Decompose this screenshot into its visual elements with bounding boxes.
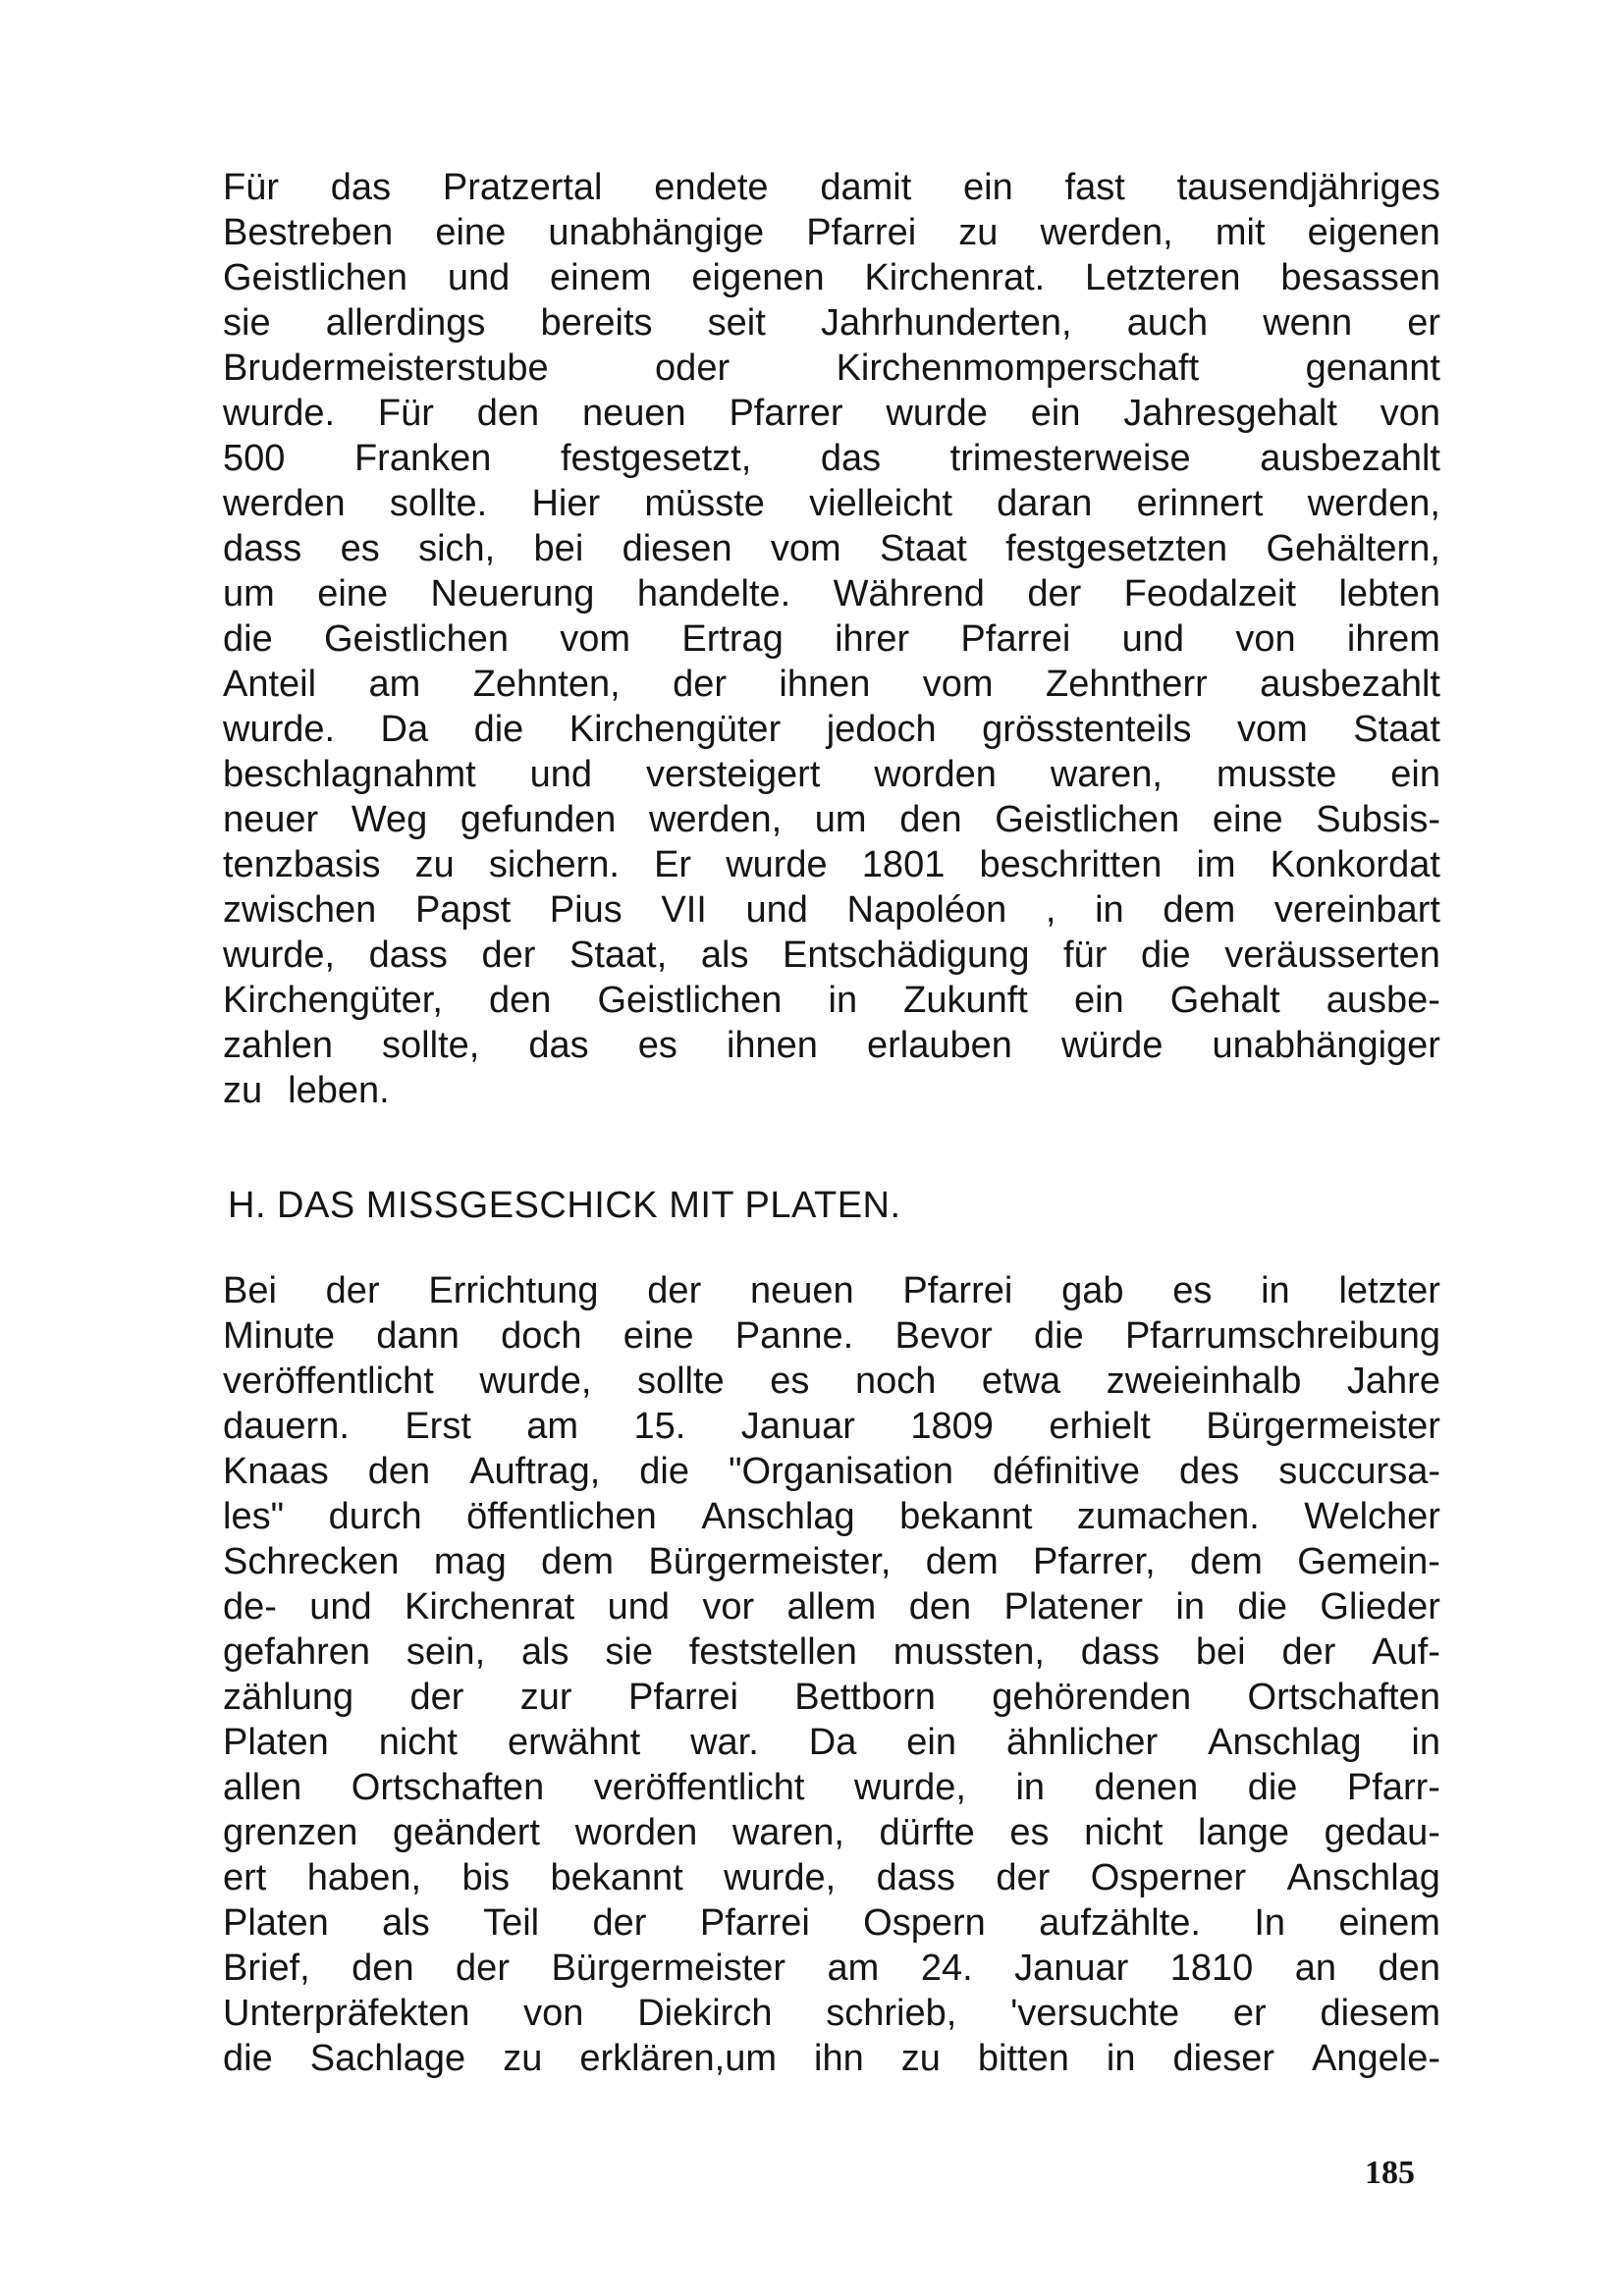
text-line: ert haben, bis bekannt wurde, dass der Osperner Anschlag: [223, 1857, 1440, 1898]
text-line: sie allerdings bereits seit Jahrhunderten, auch wenn er: [223, 302, 1440, 344]
text-line: zahlen sollte, das es ihnen erlauben würde unabhängiger: [223, 1025, 1440, 1066]
text-line: gefahren sein, als sie feststellen mussten, dass bei der Auf-: [223, 1631, 1440, 1673]
text-line: Brudermeisterstube oder Kirchenmomperschaft genannt: [223, 347, 1440, 389]
text-line: die Geistlichen vom Ertrag ihrer Pfarrei und von ihrem: [223, 618, 1440, 660]
text-line: wurde. Da die Kirchengüter jedoch grösstenteils vom Staat: [223, 709, 1440, 750]
text-line: de- und Kirchenrat und vor allem den Platener in die Glieder: [223, 1586, 1440, 1628]
text-line: grenzen geändert worden waren, dürfte es nicht lange gedau-: [223, 1812, 1440, 1853]
text-line: zu leben.: [223, 1070, 390, 1111]
text-line: Bestreben eine unabhängige Pfarrei zu werden, mit eigenen: [223, 212, 1440, 253]
text-line: Unterpräfekten von Diekirch schrieb, 'versuchte er diesem: [223, 1993, 1440, 2034]
text-line: tenzbasis zu sichern. Er wurde 1801 beschritten im Konkordat: [223, 844, 1440, 885]
text-line: zwischen Papst Pius VII und Napoléon , in dem vereinbart: [223, 889, 1440, 931]
paragraph-pratzertal: [223, 165, 1440, 1113]
paragraph-platen: [223, 1268, 1440, 2081]
text-line: die Sachlage zu erklären,um ihn zu bitten in dieser Angele-: [223, 2038, 1440, 2079]
text-line: Kirchengüter, den Geistlichen in Zukunft ein Gehalt ausbe-: [223, 980, 1440, 1021]
section-heading: H. DAS MISSGESCHICK MIT PLATEN.: [228, 1185, 901, 1226]
text-line: veröffentlicht wurde, sollte es noch etwa zweieinhalb Jahre: [223, 1361, 1440, 1402]
text-line: les" durch öffentlichen Anschlag bekannt zumachen. Welcher: [223, 1496, 1440, 1537]
text-line: Geistlichen und einem eigenen Kirchenrat. Letzteren besassen: [223, 257, 1440, 298]
text-line: wurde. Für den neuen Pfarrer wurde ein Jahresgehalt von: [223, 393, 1440, 434]
text-line: Knaas den Auftrag, die "Organisation définitive des succursa-: [223, 1451, 1440, 1492]
text-line: neuer Weg gefunden werden, um den Geistlichen eine Subsis-: [223, 799, 1440, 840]
text-line: Anteil am Zehnten, der ihnen vom Zehntherr ausbezahlt: [223, 664, 1440, 705]
text-line: werden sollte. Hier müsste vielleicht daran erinnert werden,: [223, 483, 1440, 524]
text-line: dass es sich, bei diesen vom Staat festgesetzten Gehältern,: [223, 528, 1440, 569]
text-line: Schrecken mag dem Bürgermeister, dem Pfarrer, dem Gemein-: [223, 1541, 1440, 1582]
text-line: 500 Franken festgesetzt, das trimesterweise ausbezahlt: [223, 438, 1440, 479]
text-line: Bei der Errichtung der neuen Pfarrei gab es in letzter: [223, 1270, 1440, 1311]
text-line: Platen als Teil der Pfarrei Ospern aufzählte. In einem: [223, 1902, 1440, 1944]
text-line: allen Ortschaften veröffentlicht wurde, in denen die Pfarr-: [223, 1767, 1440, 1808]
text-line: Für das Pratzertal endete damit ein fast tausendjähriges: [223, 167, 1440, 208]
text-line: beschlagnahmt und versteigert worden waren, musste ein: [223, 754, 1440, 795]
text-line: um eine Neuerung handelte. Während der Feodalzeit lebten: [223, 573, 1440, 614]
text-line: Brief, den der Bürgermeister am 24. Januar 1810 an den: [223, 1948, 1440, 1989]
text-line: dauern. Erst am 15. Januar 1809 erhielt Bürgermeister: [223, 1406, 1440, 1447]
text-line: wurde, dass der Staat, als Entschädigung für die veräusserten: [223, 934, 1440, 976]
text-line: zählung der zur Pfarrei Bettborn gehörenden Ortschaften: [223, 1677, 1440, 1718]
text-line: Minute dann doch eine Panne. Bevor die Pfarrumschreibung: [223, 1315, 1440, 1357]
page-number: 185: [1365, 2155, 1415, 2191]
text-line: Platen nicht erwähnt war. Da ein ähnlicher Anschlag in: [223, 1722, 1440, 1763]
